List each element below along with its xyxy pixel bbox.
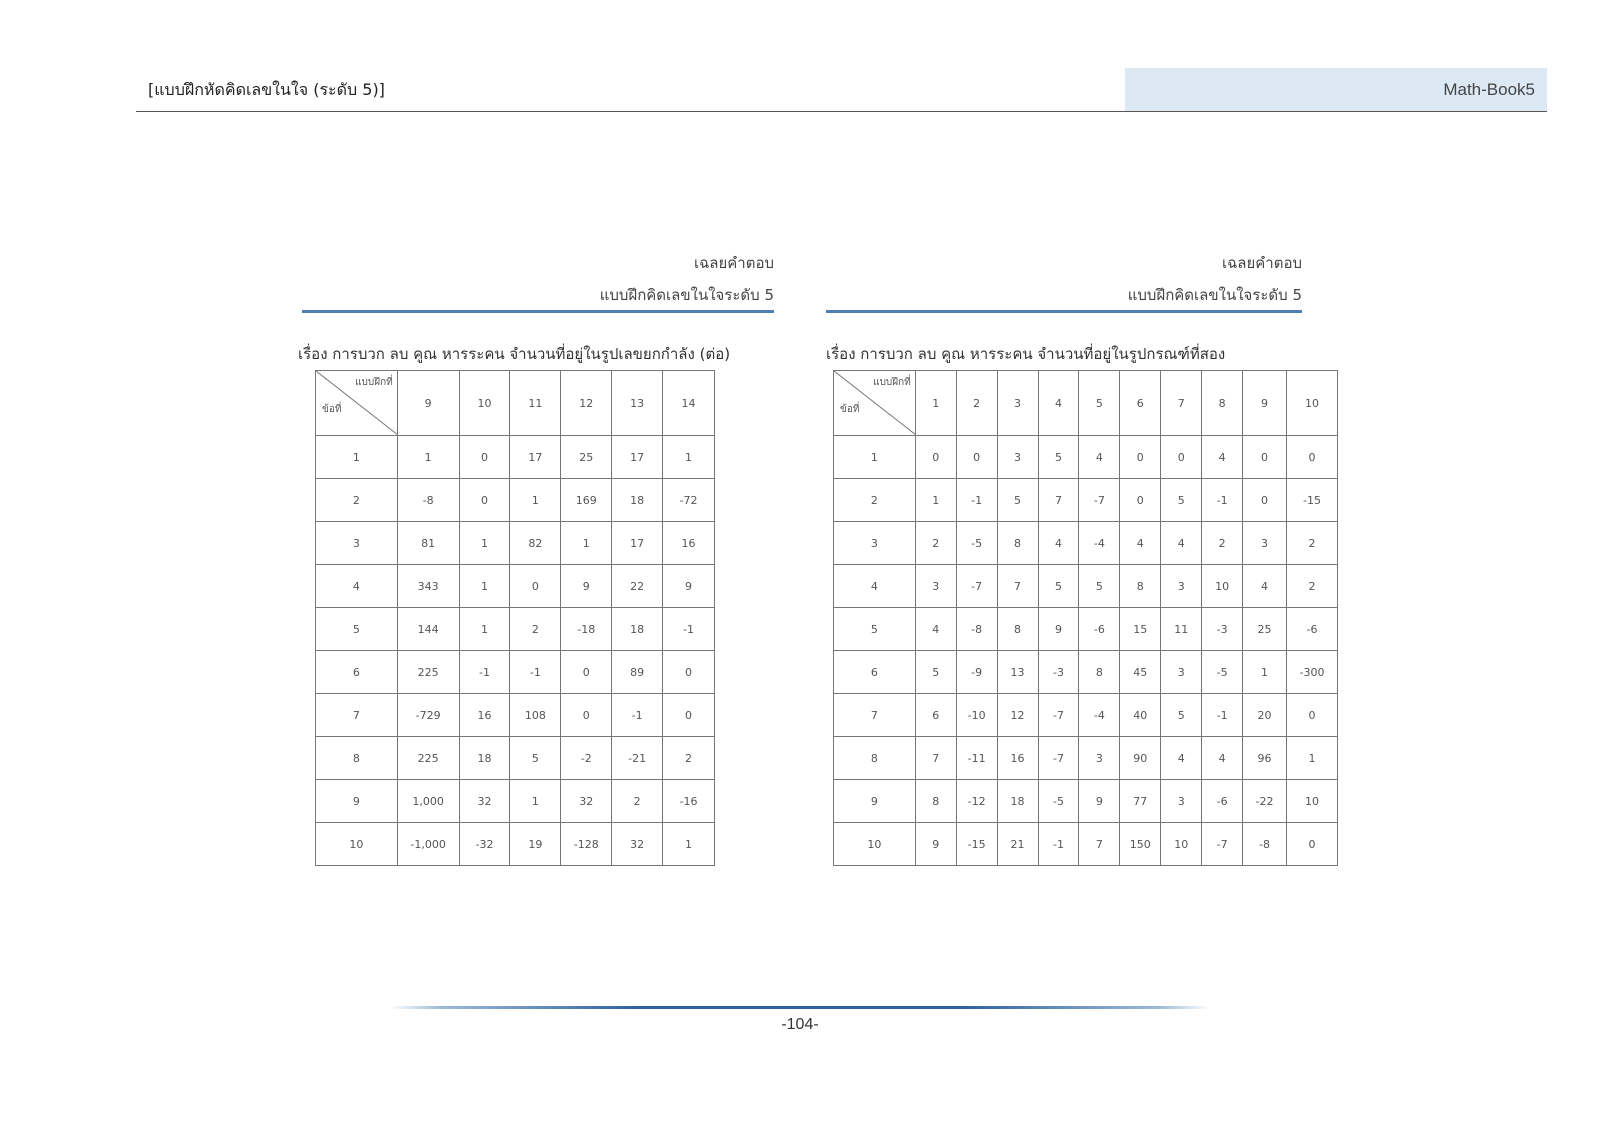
answer-cell: 0 [1286, 823, 1337, 866]
table-corner-cell [834, 371, 916, 436]
answer-cell: -22 [1243, 780, 1287, 823]
answer-cell: 32 [612, 823, 663, 866]
answer-cell: 2 [1286, 522, 1337, 565]
answer-cell: 40 [1120, 694, 1161, 737]
corner-label-exercise: แบบฝึกที่ [873, 377, 911, 388]
answer-cell: 90 [1120, 737, 1161, 780]
answer-cell: 18 [612, 479, 663, 522]
answer-cell: -7 [956, 565, 997, 608]
answer-cell: 144 [397, 608, 459, 651]
answer-cell: 169 [561, 479, 612, 522]
answer-cell: 0 [510, 565, 561, 608]
answer-cell: 8 [1120, 565, 1161, 608]
column-header: 3 [997, 371, 1038, 436]
answer-cell: 3 [997, 436, 1038, 479]
table-row [834, 608, 1338, 651]
answer-cell: 15 [1120, 608, 1161, 651]
answer-cell: 3 [1161, 565, 1202, 608]
left-answer-table [315, 370, 715, 866]
answer-cell: -1 [956, 479, 997, 522]
answer-cell: 2 [1202, 522, 1243, 565]
table-row [834, 651, 1338, 694]
answer-cell: 8 [1079, 651, 1120, 694]
answer-cell: 0 [459, 479, 510, 522]
answer-cell: 25 [561, 436, 612, 479]
answer-cell: -2 [561, 737, 612, 780]
row-item-number: 2 [316, 479, 398, 522]
right-answer-table [833, 370, 1338, 866]
answer-cell: 45 [1120, 651, 1161, 694]
table-row [316, 823, 715, 866]
row-item-number: 6 [834, 651, 916, 694]
answer-cell: 4 [1202, 436, 1243, 479]
row-item-number: 1 [834, 436, 916, 479]
column-header: 10 [459, 371, 510, 436]
answer-cell: -128 [561, 823, 612, 866]
answer-cell: -1 [612, 694, 663, 737]
answer-cell: 17 [612, 436, 663, 479]
answer-cell: 1 [561, 522, 612, 565]
table-row [316, 522, 715, 565]
row-item-number: 3 [316, 522, 398, 565]
column-header: 2 [956, 371, 997, 436]
table-row [834, 522, 1338, 565]
answer-cell: -5 [1038, 780, 1079, 823]
right-heading-level: แบบฝึกคิดเลขในใจระดับ 5 [1127, 286, 1302, 304]
answer-cell: 0 [915, 436, 956, 479]
right-heading-answer-key: เฉลยคำตอบ [1221, 254, 1302, 272]
answer-cell: 89 [612, 651, 663, 694]
answer-cell: 1 [510, 479, 561, 522]
table-row [316, 608, 715, 651]
column-header: 7 [1161, 371, 1202, 436]
answer-cell: -1 [1038, 823, 1079, 866]
corner-label-exercise: แบบฝึกที่ [355, 377, 393, 388]
left-heading-level: แบบฝึกคิดเลขในใจระดับ 5 [599, 286, 774, 304]
answer-cell: 1 [397, 436, 459, 479]
table-header-row [316, 371, 715, 436]
answer-cell: 4 [1161, 737, 1202, 780]
row-item-number: 5 [834, 608, 916, 651]
answer-cell: 5 [510, 737, 561, 780]
right-topic: เรื่อง การบวก ลบ คูณ หารระคน จำนวนที่อยู่ในรูปกรณฑ์ที่สอง [826, 345, 1226, 363]
table-row [316, 780, 715, 823]
answer-cell: 0 [1161, 436, 1202, 479]
table-row [834, 823, 1338, 866]
answer-cell: 2 [1286, 565, 1337, 608]
table-row [316, 694, 715, 737]
row-item-number: 9 [316, 780, 398, 823]
answer-cell: 10 [1202, 565, 1243, 608]
answer-cell: 8 [997, 522, 1038, 565]
answer-cell: -6 [1286, 608, 1337, 651]
answer-cell: 3 [1161, 651, 1202, 694]
column-header: 5 [1079, 371, 1120, 436]
table-row [834, 479, 1338, 522]
answer-cell: 16 [663, 522, 715, 565]
answer-cell: 0 [1286, 436, 1337, 479]
answer-cell: -16 [663, 780, 715, 823]
book-code: Math-Book5 [1443, 80, 1535, 99]
answer-cell: 7 [997, 565, 1038, 608]
column-header: 13 [612, 371, 663, 436]
answer-cell: 21 [997, 823, 1038, 866]
table-row [316, 479, 715, 522]
answer-cell: -11 [956, 737, 997, 780]
answer-cell: 2 [612, 780, 663, 823]
column-header: 6 [1120, 371, 1161, 436]
answer-cell: 22 [612, 565, 663, 608]
answer-cell: 6 [915, 694, 956, 737]
answer-cell: 10 [1286, 780, 1337, 823]
answer-cell: 5 [997, 479, 1038, 522]
answer-cell: -12 [956, 780, 997, 823]
table-row [834, 780, 1338, 823]
table-row [834, 565, 1338, 608]
answer-cell: 1 [1243, 651, 1287, 694]
answer-cell: 4 [1202, 737, 1243, 780]
answer-cell: -7 [1202, 823, 1243, 866]
answer-cell: 5 [1038, 565, 1079, 608]
answer-cell: 77 [1120, 780, 1161, 823]
row-item-number: 1 [316, 436, 398, 479]
row-item-number: 7 [834, 694, 916, 737]
answer-cell: 0 [561, 694, 612, 737]
answer-cell: 12 [997, 694, 1038, 737]
answer-cell: 0 [1120, 436, 1161, 479]
header-divider [136, 111, 1547, 112]
left-heading-rule [302, 310, 774, 313]
column-header: 1 [915, 371, 956, 436]
row-item-number: 5 [316, 608, 398, 651]
answer-cell: -729 [397, 694, 459, 737]
answer-cell: -300 [1286, 651, 1337, 694]
answer-cell: -3 [1202, 608, 1243, 651]
answer-cell: 32 [459, 780, 510, 823]
book-title: [แบบฝึกหัดคิดเลขในใจ (ระดับ 5)] [148, 80, 385, 99]
answer-cell: 0 [1286, 694, 1337, 737]
answer-cell: -4 [1079, 522, 1120, 565]
answer-cell: -8 [397, 479, 459, 522]
answer-cell: 8 [915, 780, 956, 823]
table-row [834, 737, 1338, 780]
corner-label-item: ข้อที่ [840, 404, 860, 415]
column-header: 8 [1202, 371, 1243, 436]
answer-cell: 225 [397, 651, 459, 694]
answer-cell: 16 [997, 737, 1038, 780]
row-item-number: 6 [316, 651, 398, 694]
page-number: -104- [781, 1016, 819, 1033]
right-heading-rule [826, 310, 1302, 313]
answer-cell: -1 [459, 651, 510, 694]
answer-cell: -5 [956, 522, 997, 565]
answer-cell: 1 [915, 479, 956, 522]
answer-cell: 0 [956, 436, 997, 479]
answer-cell: 5 [1079, 565, 1120, 608]
answer-cell: 9 [915, 823, 956, 866]
answer-cell: 16 [459, 694, 510, 737]
answer-cell: -6 [1202, 780, 1243, 823]
answer-cell: 7 [1079, 823, 1120, 866]
answer-cell: -72 [663, 479, 715, 522]
table-header-row [834, 371, 1338, 436]
answer-cell: 1 [459, 608, 510, 651]
answer-cell: 5 [915, 651, 956, 694]
answer-cell: -1 [1202, 694, 1243, 737]
answer-cell: 0 [1120, 479, 1161, 522]
answer-cell: 11 [1161, 608, 1202, 651]
answer-cell: 20 [1243, 694, 1287, 737]
answer-cell: 5 [1161, 479, 1202, 522]
answer-cell: 2 [663, 737, 715, 780]
answer-cell: 343 [397, 565, 459, 608]
answer-cell: 13 [997, 651, 1038, 694]
left-topic: เรื่อง การบวก ลบ คูณ หารระคน จำนวนที่อยู่ในรูปเลขยกกำลัง (ต่อ) [298, 345, 731, 363]
footer-rule [390, 1006, 1210, 1009]
answer-cell: 3 [915, 565, 956, 608]
answer-cell: 3 [1161, 780, 1202, 823]
column-header: 4 [1038, 371, 1079, 436]
answer-cell: 1 [1286, 737, 1337, 780]
answer-cell: 4 [1079, 436, 1120, 479]
answer-cell: 4 [1120, 522, 1161, 565]
answer-cell: 4 [1161, 522, 1202, 565]
answer-cell: 18 [459, 737, 510, 780]
answer-cell: 17 [510, 436, 561, 479]
answer-cell: 5 [1161, 694, 1202, 737]
corner-label-item: ข้อที่ [322, 404, 342, 415]
row-item-number: 4 [834, 565, 916, 608]
answer-cell: 18 [612, 608, 663, 651]
answer-cell: -7 [1038, 737, 1079, 780]
answer-cell: 82 [510, 522, 561, 565]
answer-cell: 18 [997, 780, 1038, 823]
left-panel-heading [302, 252, 774, 313]
answer-cell: 3 [1243, 522, 1287, 565]
table-corner-cell [316, 371, 398, 436]
table-row [316, 436, 715, 479]
book-code-box [1125, 68, 1547, 112]
column-header: 9 [397, 371, 459, 436]
row-item-number: 3 [834, 522, 916, 565]
table-row [316, 565, 715, 608]
answer-cell: -7 [1079, 479, 1120, 522]
answer-cell: 5 [1038, 436, 1079, 479]
answer-cell: 1 [663, 823, 715, 866]
answer-cell: -15 [956, 823, 997, 866]
answer-cell: -15 [1286, 479, 1337, 522]
answer-cell: 0 [1243, 479, 1287, 522]
answer-cell: 7 [915, 737, 956, 780]
answer-cell: -1,000 [397, 823, 459, 866]
row-item-number: 10 [834, 823, 916, 866]
answer-cell: 4 [1038, 522, 1079, 565]
row-item-number: 2 [834, 479, 916, 522]
answer-cell: -6 [1079, 608, 1120, 651]
answer-cell: 19 [510, 823, 561, 866]
row-item-number: 4 [316, 565, 398, 608]
answer-cell: 8 [997, 608, 1038, 651]
answer-cell: -4 [1079, 694, 1120, 737]
answer-cell: -3 [1038, 651, 1079, 694]
right-panel-heading [826, 252, 1302, 313]
table-row [316, 737, 715, 780]
answer-cell: 0 [1243, 436, 1287, 479]
row-item-number: 9 [834, 780, 916, 823]
row-item-number: 8 [834, 737, 916, 780]
answer-cell: -8 [956, 608, 997, 651]
answer-cell: 9 [1038, 608, 1079, 651]
answer-cell: -32 [459, 823, 510, 866]
row-item-number: 7 [316, 694, 398, 737]
row-item-number: 8 [316, 737, 398, 780]
answer-cell: 96 [1243, 737, 1287, 780]
answer-cell: 4 [1243, 565, 1287, 608]
column-header: 12 [561, 371, 612, 436]
answer-cell: 150 [1120, 823, 1161, 866]
column-header: 9 [1243, 371, 1287, 436]
answer-cell: 25 [1243, 608, 1287, 651]
row-item-number: 10 [316, 823, 398, 866]
answer-cell: 4 [915, 608, 956, 651]
answer-cell: -1 [510, 651, 561, 694]
column-header: 14 [663, 371, 715, 436]
answer-cell: 0 [663, 651, 715, 694]
table-row [834, 436, 1338, 479]
answer-cell: 81 [397, 522, 459, 565]
answer-cell: 17 [612, 522, 663, 565]
answer-cell: -9 [956, 651, 997, 694]
answer-cell: -1 [663, 608, 715, 651]
answer-cell: 9 [561, 565, 612, 608]
answer-cell: -1 [1202, 479, 1243, 522]
answer-cell: 3 [1079, 737, 1120, 780]
answer-cell: 2 [510, 608, 561, 651]
answer-cell: 108 [510, 694, 561, 737]
answer-cell: 0 [663, 694, 715, 737]
answer-cell: -7 [1038, 694, 1079, 737]
table-row [316, 651, 715, 694]
answer-cell: 0 [459, 436, 510, 479]
answer-cell: -10 [956, 694, 997, 737]
answer-cell: 2 [915, 522, 956, 565]
answer-cell: 7 [1038, 479, 1079, 522]
answer-cell: 9 [663, 565, 715, 608]
column-header: 10 [1286, 371, 1337, 436]
answer-cell: 1 [663, 436, 715, 479]
column-header: 11 [510, 371, 561, 436]
answer-cell: 32 [561, 780, 612, 823]
answer-cell: 1 [459, 522, 510, 565]
answer-cell: 1,000 [397, 780, 459, 823]
left-heading-answer-key: เฉลยคำตอบ [693, 254, 774, 272]
answer-cell: 1 [459, 565, 510, 608]
table-row [834, 694, 1338, 737]
answer-cell: -5 [1202, 651, 1243, 694]
answer-cell: 225 [397, 737, 459, 780]
answer-cell: 1 [510, 780, 561, 823]
answer-cell: 10 [1161, 823, 1202, 866]
answer-cell: 0 [561, 651, 612, 694]
answer-cell: -8 [1243, 823, 1287, 866]
answer-cell: 9 [1079, 780, 1120, 823]
answer-cell: -18 [561, 608, 612, 651]
answer-cell: -21 [612, 737, 663, 780]
